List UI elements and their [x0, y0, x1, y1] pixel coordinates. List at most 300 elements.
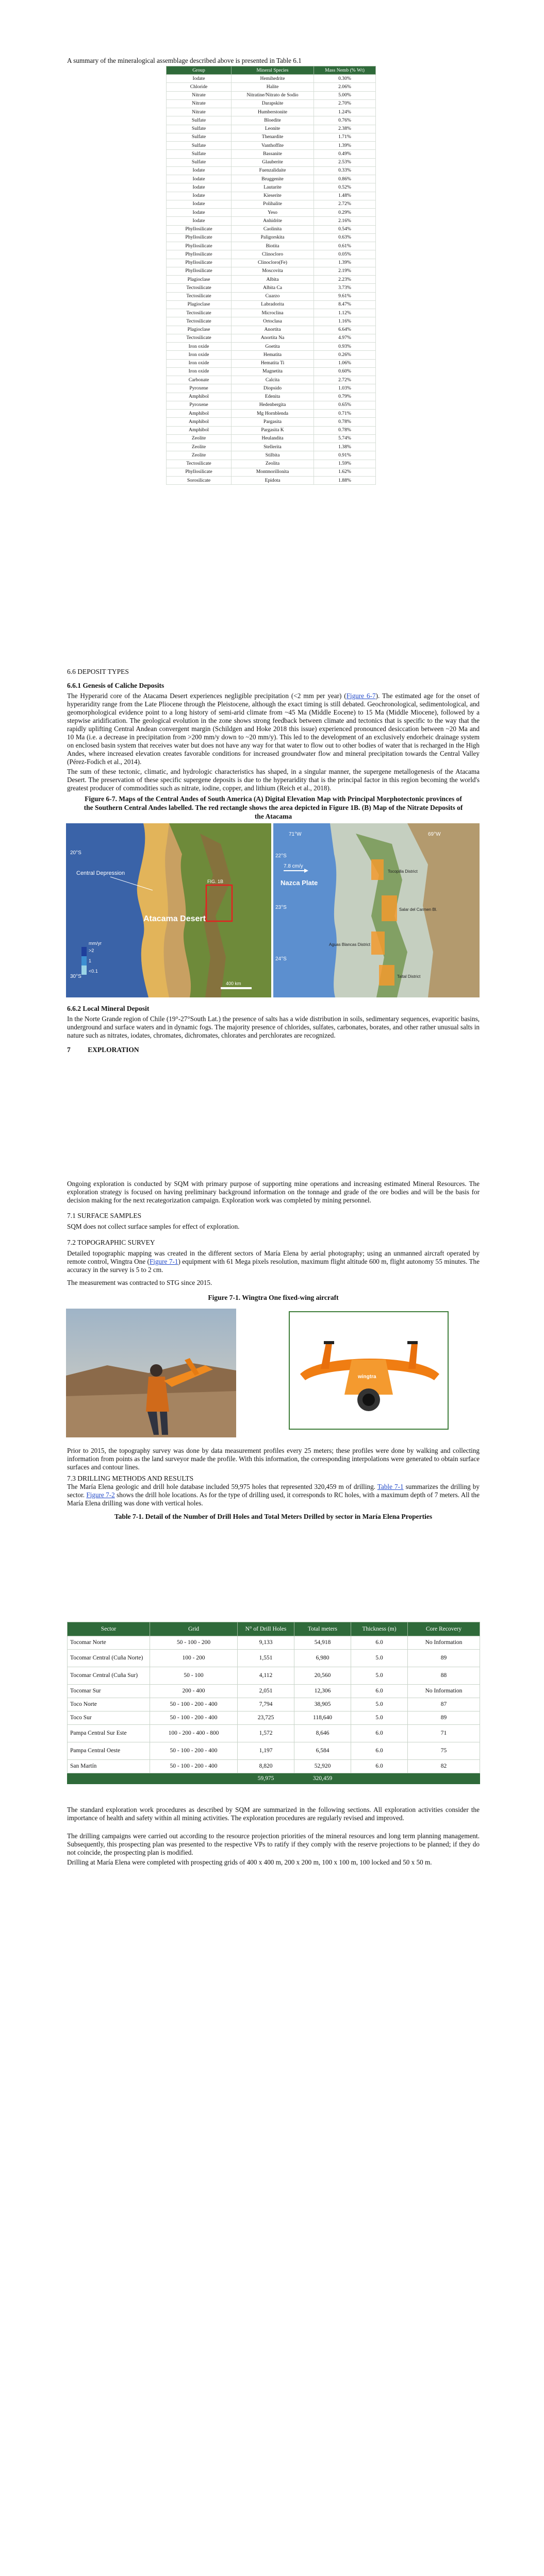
table-cell: Sulfate — [167, 150, 232, 158]
svg-text:>2: >2 — [89, 948, 94, 953]
table-header-row — [167, 66, 376, 75]
table-cell: 89 — [408, 1650, 480, 1667]
table-row — [167, 133, 376, 141]
table-cell: 5.0 — [351, 1698, 408, 1711]
table-cell: 0.71% — [314, 410, 376, 418]
table-cell: Fuenzalidaite — [232, 166, 314, 175]
table-row — [167, 292, 376, 300]
table-row — [68, 1698, 480, 1711]
district-label: Taltal District — [397, 974, 421, 979]
table-cell: Bloedite — [232, 116, 314, 125]
table-cell: 75 — [408, 1742, 480, 1760]
table-cell: Lautarite — [232, 183, 314, 192]
table-cell: 2.70% — [314, 99, 376, 108]
table-cell: 50 - 100 - 200 - 400 — [150, 1760, 238, 1773]
table-cell: Zeolite — [167, 443, 232, 451]
table-cell: Nitratine/Nitrato de Sodio — [232, 91, 314, 99]
map-label: Central Depression — [76, 870, 125, 876]
table-cell: Halite — [232, 83, 314, 91]
table-row — [167, 410, 376, 418]
table-row — [167, 367, 376, 376]
column-header: Mass Nemb (% Wt) — [314, 66, 376, 75]
figure-caption: Figure 7-1. Wingtra One fixed-wing aircraft — [208, 1294, 339, 1301]
table-cell: Montmorillonita — [232, 468, 314, 476]
table-cell: Darapskite — [232, 99, 314, 108]
table-cell: Zeolite — [167, 434, 232, 443]
table-cell: Iron oxide — [167, 343, 232, 351]
column-header: Total meters — [294, 1622, 351, 1636]
subsection-heading: 6.6.1 Genesis of Caliche Deposits — [67, 682, 164, 689]
table-cell: 6.64% — [314, 326, 376, 334]
table-cell: 1.71% — [314, 133, 376, 141]
latitude-label: 22°S — [275, 853, 287, 859]
table-header-row — [68, 1622, 480, 1636]
table-cell: 87 — [408, 1698, 480, 1711]
table-cell: 0.78% — [314, 426, 376, 434]
table-cell: Pargasita K — [232, 426, 314, 434]
paragraph: The standard exploration work procedures as described by SQM are summarized in the following sections. All exploration activities consider the importance of health and safety within all mining activities. The exploration procedures are regularly revised and improved. — [67, 1806, 480, 1822]
table-cell: 1.12% — [314, 309, 376, 317]
table-row — [167, 326, 376, 334]
table-cell: 5.0 — [351, 1667, 408, 1685]
table-cell: 0.63% — [314, 233, 376, 242]
table-cell: Hematita Ti — [232, 359, 314, 367]
table-cell: Ortoclasa — [232, 317, 314, 326]
table-cell: 1.38% — [314, 443, 376, 451]
table-cell: 6,980 — [294, 1650, 351, 1667]
table-row — [167, 108, 376, 116]
table-cell: 6.0 — [351, 1742, 408, 1760]
latitude-label: 23°S — [275, 905, 287, 910]
mineral-assemblage-table — [166, 66, 376, 485]
table-cell: Pampa Central Oeste — [68, 1742, 150, 1760]
table-row — [167, 300, 376, 309]
longitude-label: 69°W — [428, 832, 441, 837]
figure-link[interactable]: Figure 7-2 — [86, 1491, 115, 1499]
table-cell: Iron oxide — [167, 359, 232, 367]
map-label: Atacama Desert — [143, 914, 206, 923]
table-cell: 0.61% — [314, 242, 376, 250]
table-row — [68, 1667, 480, 1685]
table-cell: Calcita — [232, 376, 314, 384]
table-cell: Polihalite — [232, 200, 314, 208]
table-cell: Hemihedrite — [232, 75, 314, 83]
table-cell: Plagioclase — [167, 326, 232, 334]
table-cell: Glauberite — [232, 158, 314, 166]
table-cell: Iodate — [167, 209, 232, 217]
table-row — [167, 75, 376, 83]
table-cell: Zeolite — [167, 451, 232, 460]
totals-row — [68, 1773, 480, 1784]
subsection-heading: 7.2 TOPOGRAPHIC SURVEY — [67, 1239, 155, 1246]
table-cell: 89 — [408, 1711, 480, 1725]
table-cell: Pyroxene — [167, 384, 232, 393]
table-cell: Iodate — [167, 200, 232, 208]
table-cell: Diopsido — [232, 384, 314, 393]
table-cell: 0.60% — [314, 367, 376, 376]
table-cell: 0.91% — [314, 451, 376, 460]
table-cell: Tectosilicate — [167, 292, 232, 300]
table-cell: Iodate — [167, 192, 232, 200]
table-cell: Bruggenite — [232, 175, 314, 183]
table-cell: 38,905 — [294, 1698, 351, 1711]
table-cell: 52,920 — [294, 1760, 351, 1773]
drill-holes-table — [67, 1622, 480, 1784]
table-cell: Tocomar Central (Cuña Sur) — [68, 1667, 150, 1685]
table-cell: Stilbita — [232, 451, 314, 460]
table-cell: Amphibol — [167, 393, 232, 401]
table-row — [167, 209, 376, 217]
table-row — [167, 142, 376, 150]
table-cell: 2.16% — [314, 217, 376, 225]
paragraph: The María Elena geologic and drill hole database included 59,975 holes that represented 320,459 m of drilling. Table 7-1 summarizes the drilling by sector. Figure 7-2 shows the drill hole locations. As for the type of drilling used, it corresponds to RC holes, with a maximum depth of 7 meters. All the María Elena drilling was done with vertical holes. — [67, 1483, 480, 1507]
table-cell: Iodate — [167, 183, 232, 192]
table-row — [167, 376, 376, 384]
table-link[interactable]: Table 7-1 — [377, 1483, 404, 1490]
district-label: Salar del Carmen Bl. — [399, 907, 437, 912]
table-cell: Nitrate — [167, 99, 232, 108]
figure-link[interactable]: Figure 6-7 — [346, 692, 376, 700]
paragraph: The sum of these tectonic, climatic, and hydrologic characteristics has shaped, in a singular manner, the supergene metallogenesis of the Atacama Desert. The preservation of these specific supergene deposits is due to the hyperaridity that is the principal factor in this region becoming the world's greatest producer of commodities such as nitrate, iodine, copper, and lithium (Reich et al., 2018). — [67, 768, 480, 792]
table-row — [167, 460, 376, 468]
table-cell: Chloride — [167, 83, 232, 91]
table-row — [167, 200, 376, 208]
table-row — [68, 1725, 480, 1742]
table-cell: 6.0 — [351, 1685, 408, 1698]
table-cell: Sulfate — [167, 133, 232, 141]
table-cell: 1.88% — [314, 477, 376, 485]
table-row — [167, 401, 376, 409]
paragraph: Ongoing exploration is conducted by SQM with primary purpose of supporting mine operations and increasing estimated Mineral Resources. The exploration strategy is focused on having preliminary background information on the tonnage and grade of the ore bodies and will be the basis for decision making for the next recategorization campaign. Exploration work was completed by mining personnel. — [67, 1180, 480, 1204]
table-cell: Nitrate — [167, 108, 232, 116]
table-row — [167, 334, 376, 342]
table-cell: 2.19% — [314, 267, 376, 275]
table-cell: Anortita — [232, 326, 314, 334]
svg-text:1: 1 — [89, 958, 92, 963]
column-header: Group — [167, 66, 232, 75]
table-cell: Goetita — [232, 343, 314, 351]
column-header: N° of Drill Holes — [238, 1622, 294, 1636]
table-cell: Iodate — [167, 175, 232, 183]
table-cell: 118,640 — [294, 1711, 351, 1725]
table-cell: Iron oxide — [167, 351, 232, 359]
plate-label: Nazca Plate — [281, 879, 318, 887]
table-cell: Amphibol — [167, 426, 232, 434]
svg-text:400 km: 400 km — [226, 981, 241, 986]
chapter-heading: 7 EXPLORATION — [67, 1046, 139, 1054]
table-cell: 6.0 — [351, 1760, 408, 1773]
table-row — [167, 267, 376, 275]
table-row — [68, 1650, 480, 1667]
table-row — [167, 242, 376, 250]
table-cell: 6.0 — [351, 1725, 408, 1742]
table-row — [167, 393, 376, 401]
table-row — [167, 309, 376, 317]
table-cell: 0.29% — [314, 209, 376, 217]
table-cell: Albita — [232, 276, 314, 284]
table-row — [167, 158, 376, 166]
table-row — [68, 1742, 480, 1760]
latitude-label: 24°S — [275, 956, 287, 962]
elevation-map-a — [66, 823, 271, 997]
table-cell: Toco Sur — [68, 1711, 150, 1725]
table-cell: 1.39% — [314, 259, 376, 267]
table-cell: 4.97% — [314, 334, 376, 342]
table-cell: Plagioclase — [167, 300, 232, 309]
table-cell: 54,918 — [294, 1636, 351, 1650]
table-cell: 50 - 100 — [150, 1667, 238, 1685]
table-cell: Mg Hornblenda — [232, 410, 314, 418]
svg-text:wingtra: wingtra — [358, 1374, 376, 1380]
table-cell: Microclina — [232, 309, 314, 317]
table-cell: Phyllosilicate — [167, 267, 232, 275]
table-cell: Yeso — [232, 209, 314, 217]
table-row — [167, 91, 376, 99]
table-row — [167, 217, 376, 225]
table-cell: No Information — [408, 1685, 480, 1698]
nitrate-deposits-map-b — [273, 823, 480, 997]
table-cell: 8,646 — [294, 1725, 351, 1742]
table-row — [167, 183, 376, 192]
table-row — [68, 1685, 480, 1698]
column-header: Core Recovery — [408, 1622, 480, 1636]
table-cell: Leonite — [232, 125, 314, 133]
paragraph: In the Norte Grande region of Chile (19°-27°South Lat.) the presence of salts has a wide distribution in soils, sedimentary sequences, evaporitic basins, underground and surface waters and in dynamic fogs. The majority presence of chlorides, sulfates, carbonates, borates, and other rather unusual salts in nature such as nitrates, iodates, chromates, dichromates, chlorates and perchlorates are recognized. — [67, 1015, 480, 1039]
table-cell: 6,584 — [294, 1742, 351, 1760]
table-cell: 8.47% — [314, 300, 376, 309]
table-cell: Toco Norte — [68, 1698, 150, 1711]
table-cell: 0.33% — [314, 166, 376, 175]
table-row — [167, 418, 376, 426]
svg-text:mm/yr: mm/yr — [89, 941, 102, 946]
table-row — [167, 83, 376, 91]
table-cell: No Information — [408, 1636, 480, 1650]
table-cell: Pyroxene — [167, 401, 232, 409]
table-cell: Tectosilicate — [167, 309, 232, 317]
table-cell: Zeolita — [232, 460, 314, 468]
section-heading: 6.6 DEPOSIT TYPES — [67, 668, 129, 675]
table-cell: Sulfate — [167, 142, 232, 150]
table-cell: 0.54% — [314, 225, 376, 233]
table-cell: Biotita — [232, 242, 314, 250]
table-row — [167, 477, 376, 485]
total-meters: 320,459 — [294, 1773, 351, 1784]
table-cell: Clinocloro(Fe) — [232, 259, 314, 267]
table-row — [167, 116, 376, 125]
latitude-label: 30°S — [70, 974, 81, 979]
table-cell: San Martín — [68, 1760, 150, 1773]
table-cell: 1,572 — [238, 1725, 294, 1742]
table-cell: Amphibol — [167, 418, 232, 426]
table-cell: 2.38% — [314, 125, 376, 133]
table-cell: 2.72% — [314, 376, 376, 384]
table-cell: 1.48% — [314, 192, 376, 200]
table-row — [167, 150, 376, 158]
table-cell: Tectosilicate — [167, 284, 232, 292]
table-row — [167, 443, 376, 451]
table-row — [167, 276, 376, 284]
table-cell: 0.26% — [314, 351, 376, 359]
table-cell: Stellerita — [232, 443, 314, 451]
table-cell: 50 - 100 - 200 — [150, 1636, 238, 1650]
table-cell: 2.06% — [314, 83, 376, 91]
longitude-label: 71°W — [289, 832, 302, 837]
table-cell: Pampa Central Sur Este — [68, 1725, 150, 1742]
table-cell: Tocomar Sur — [68, 1685, 150, 1698]
inset-label: FIG. 1B — [207, 879, 224, 884]
table-row — [167, 351, 376, 359]
table-cell: 0.79% — [314, 393, 376, 401]
svg-text:<0.1: <0.1 — [89, 969, 98, 974]
table-cell: 12,306 — [294, 1685, 351, 1698]
table-cell: Phyllosilicate — [167, 225, 232, 233]
column-header: Mineral Species — [232, 66, 314, 75]
table-cell: Phyllosilicate — [167, 242, 232, 250]
table-cell: 20,560 — [294, 1667, 351, 1685]
table-cell: 0.78% — [314, 418, 376, 426]
subsection-heading: 6.6.2 Local Mineral Deposit — [67, 1005, 150, 1012]
table-cell: Sulfate — [167, 125, 232, 133]
table-cell: Anhidrite — [232, 217, 314, 225]
table-cell: Phyllosilicate — [167, 250, 232, 259]
table-cell: 1.39% — [314, 142, 376, 150]
table-cell: 0.30% — [314, 75, 376, 83]
table-row — [167, 359, 376, 367]
district-label: Aguas Blancas District — [329, 942, 371, 947]
table-row — [167, 250, 376, 259]
table-cell: Carbonate — [167, 376, 232, 384]
table-cell: Bassanite — [232, 150, 314, 158]
table-cell: Phyllosilicate — [167, 259, 232, 267]
table-row — [167, 434, 376, 443]
table-cell: 71 — [408, 1725, 480, 1742]
table-cell: Iodate — [167, 217, 232, 225]
table-cell: Labradorita — [232, 300, 314, 309]
table-cell: 7,794 — [238, 1698, 294, 1711]
table-cell: Iodate — [167, 166, 232, 175]
table-cell: Pargasita — [232, 418, 314, 426]
table-cell: Tectosilicate — [167, 460, 232, 468]
table-cell: 9.61% — [314, 292, 376, 300]
column-header: Sector — [68, 1622, 150, 1636]
table-cell: 0.65% — [314, 401, 376, 409]
table-cell: Amphibol — [167, 410, 232, 418]
table-cell: Moscovita — [232, 267, 314, 275]
table-cell: Hematita — [232, 351, 314, 359]
table-cell: Sorosilicate — [167, 477, 232, 485]
table-row — [68, 1636, 480, 1650]
table-cell: Sulfate — [167, 116, 232, 125]
table-row — [167, 125, 376, 133]
table-row — [167, 451, 376, 460]
table-cell: 82 — [408, 1760, 480, 1773]
table-row — [167, 384, 376, 393]
table-cell: Plagioclase — [167, 276, 232, 284]
table-cell: 1,197 — [238, 1742, 294, 1760]
table-cell: Clinocloro — [232, 250, 314, 259]
table-cell: Tocomar Central (Cuña Norte) — [68, 1650, 150, 1667]
table-row — [167, 99, 376, 108]
table-cell: 2,051 — [238, 1685, 294, 1698]
subsection-heading: 7.3 DRILLING METHODS AND RESULTS — [67, 1475, 194, 1482]
table-cell: Phyllosilicate — [167, 468, 232, 476]
table-cell: Tectosilicate — [167, 334, 232, 342]
table-cell: 1.59% — [314, 460, 376, 468]
table-cell: Sulfate — [167, 158, 232, 166]
table-cell: 200 - 400 — [150, 1685, 238, 1698]
table-cell: Kieserite — [232, 192, 314, 200]
subsection-heading: 7.1 SURFACE SAMPLES — [67, 1212, 142, 1219]
table-cell: Caolinita — [232, 225, 314, 233]
table-row — [167, 259, 376, 267]
paragraph: Prior to 2015, the topography survey was done by data measurement profiles every 25 meters; these profiles were done by walking and collecting information from points as the land surveyor made the profile. With this information, the corresponding interpolations were generated to obtain surface surfaces and contour lines. — [67, 1447, 480, 1471]
paragraph: SQM does not collect surface samples for effect of exploration. — [67, 1223, 240, 1230]
table-cell: Iodate — [167, 75, 232, 83]
table-cell: 2.23% — [314, 276, 376, 284]
table-cell: 100 - 200 — [150, 1650, 238, 1667]
table-row — [167, 225, 376, 233]
table-row — [167, 343, 376, 351]
table-cell: 2.53% — [314, 158, 376, 166]
table-cell: 2.72% — [314, 200, 376, 208]
district-label: Tocopilla District — [388, 869, 418, 874]
table-cell: Nitrate — [167, 91, 232, 99]
table-row — [167, 468, 376, 476]
table-row — [68, 1760, 480, 1773]
table-row — [167, 284, 376, 292]
table-cell: 1.16% — [314, 317, 376, 326]
table-cell: Edenita — [232, 393, 314, 401]
table-cell: Vanthoffite — [232, 142, 314, 150]
figure-link[interactable]: Figure 7-1 — [149, 1258, 178, 1265]
table-cell: Hedenbergita — [232, 401, 314, 409]
table-cell: 50 - 100 - 200 - 400 — [150, 1711, 238, 1725]
table-cell: 0.93% — [314, 343, 376, 351]
table-cell: 8,820 — [238, 1760, 294, 1773]
table-cell: 5.00% — [314, 91, 376, 99]
table-cell: 5.0 — [351, 1711, 408, 1725]
table-cell: 1.62% — [314, 468, 376, 476]
table-cell: 0.86% — [314, 175, 376, 183]
table-cell: 9,133 — [238, 1636, 294, 1650]
table-row — [167, 166, 376, 175]
table-cell: 0.76% — [314, 116, 376, 125]
paragraph: Detailed topographic mapping was created in the different sectors of María Elena by aerial photography; using an unmanned aircraft operated by remote control, Wingtra One (Figure 7-1) equipment with 61 Mega pixels resolution, maximum flight altitude 600 m, flight autonomy 55 minutes. The accuracy in the survey is 5 to 2 cm. — [67, 1249, 480, 1274]
drone-field-photo — [66, 1309, 236, 1437]
table-row — [68, 1711, 480, 1725]
table-cell: Phyllosilicate — [167, 233, 232, 242]
table-cell: 4,112 — [238, 1667, 294, 1685]
table-row — [167, 426, 376, 434]
total-holes: 59,975 — [238, 1773, 294, 1784]
table-intro: A summary of the mineralogical assemblage described above is presented in Table 6.1 — [67, 57, 302, 64]
table-cell: 0.52% — [314, 183, 376, 192]
table-cell: 3.73% — [314, 284, 376, 292]
table-cell: 5.74% — [314, 434, 376, 443]
table-cell: 1.03% — [314, 384, 376, 393]
table-cell: Tocomar Norte — [68, 1636, 150, 1650]
table-cell: Humberstonite — [232, 108, 314, 116]
table-row — [167, 192, 376, 200]
svg-text:7.8 cm/y: 7.8 cm/y — [284, 863, 303, 869]
table-cell: Heulandita — [232, 434, 314, 443]
column-header: Thickness (m) — [351, 1622, 408, 1636]
table-cell: Anortita Na — [232, 334, 314, 342]
table-caption: Table 7-1. Detail of the Number of Drill Holes and Total Meters Drilled by sector in María Elena Properties — [114, 1513, 433, 1520]
table-cell: 5.0 — [351, 1650, 408, 1667]
table-cell: Iron oxide — [167, 367, 232, 376]
paragraph: Drilling at María Elena were completed with prospecting grids of 400 x 400 m, 200 x 200 m, 100 x 100 m, 100 locked and 50 x 50 m. — [67, 1858, 432, 1866]
